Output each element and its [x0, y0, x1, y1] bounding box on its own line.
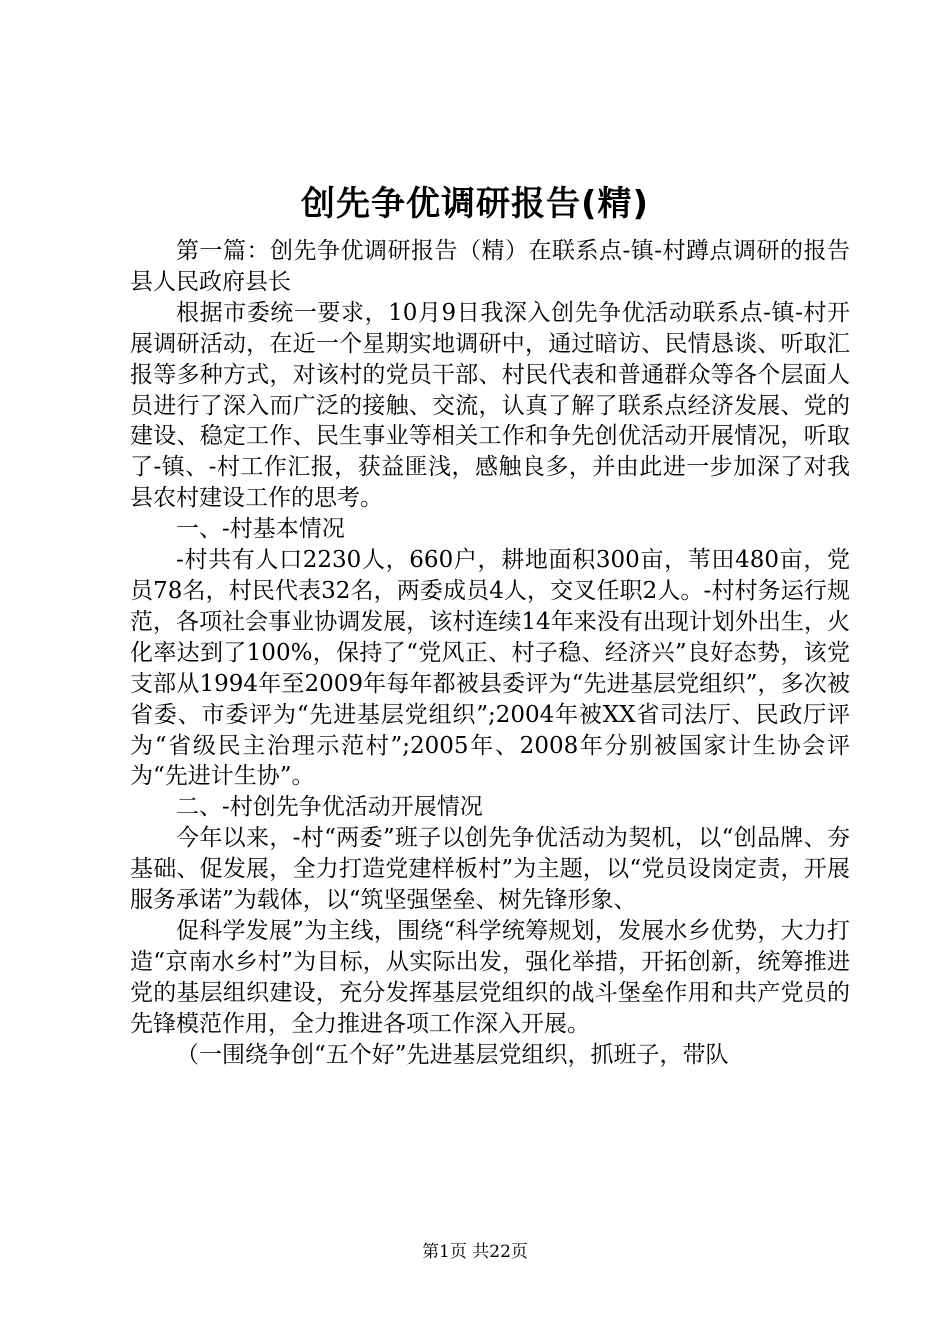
paragraph-intro: 第一篇：创先争优调研报告（精）在联系点-镇-村蹲点调研的报告县人民政府县长: [130, 238, 850, 295]
paragraph-activities-2: 促科学发展”为主线，围绕“科学统筹规划，发展水乡优势，大力打造“京南水乡村”为目标，从实际出发，强化举措，开拓创新，统筹推进党的基层组织建设，充分发挥基层党组织的战斗堡垒作用和共产党员的先锋模范作用，全力推进各项工作深入开展。: [130, 917, 850, 1037]
paragraph-activities-1: 今年以来，-村“两委”班子以创先争优活动为契机，以“创品牌、夯基础、促发展，全力打造党建样板村”为主题，以“党员设岗定责，开展服务承诺”为载体，以“筑坚强堡垒、树先锋形象、: [130, 825, 850, 914]
paragraph-basic-info: -村共有人口2230人，660户，耕地面积300亩，苇田480亩，党员78名，村民代表32名，两委成员4人，交叉任职2人。-村村务运行规范，各项社会事业协调发展，该村连续14年来没有出现计划外出生，火化率达到了100%，保持了“党风正、村子稳、经济兴”良好态势，该党支部从1994年至2009年每年都被县委评为“先进基层党组织”，多次被省委、市委评为“先进基层党组织”;2004年被XX省司法厅、民政厅评为“省级民主治理示范村”;2005年、2008年分别被国家计生协会评为“先进计生协”。: [130, 547, 850, 790]
section-heading-activities: 二、-村创先争优活动开展情况: [176, 794, 483, 821]
document-body: [130, 236, 850, 1070]
page-footer: [0, 1241, 950, 1263]
page-number: 第1页 共22页: [422, 1242, 528, 1262]
paragraph-background: 根据市委统一要求，10月9日我深入创先争优活动联系点-镇-村开展调研活动，在近一个星期实地调研中，通过暗访、民情恳谈、听取汇报等多种方式，对该村的党员干部、村民代表和普通群众等各个层面人员进行了深入而广泛的接触、交流，认真了解了联系点经济发展、党的建设、稳定工作、民生事业等相关工作和争先创优活动开展情况，听取了-镇、-村工作汇报，获益匪浅，感触良多，并由此进一步加深了对我县农村建设工作的思考。: [130, 299, 850, 512]
section-heading-basic-info: 一、-村基本情况: [176, 516, 345, 543]
paragraph-subsection-1: （一围绕争创“五个好”先进基层党组织，抓班子，带队: [176, 1041, 729, 1068]
document-title: 创先争优调研报告(精): [300, 184, 650, 224]
